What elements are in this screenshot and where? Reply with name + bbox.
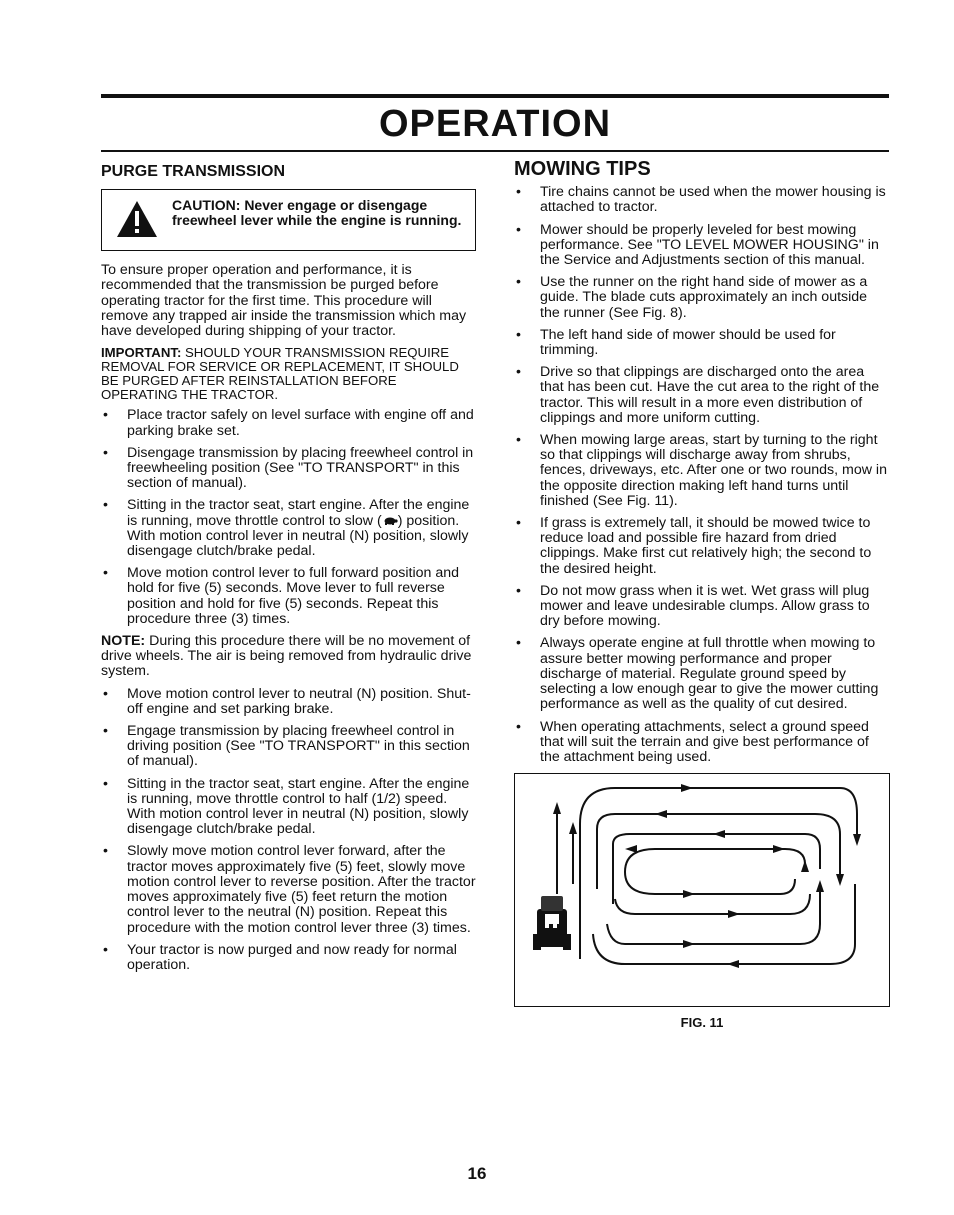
figure-11-box [514,773,890,1007]
tractor-icon [533,896,571,950]
right-column [514,160,890,1030]
list-item: • Engage transmission by placing freewheel control in driving position (See "TO TRANSPORT" in this section of manual). [101,724,476,770]
left-column [101,160,476,980]
mowing-tips-heading: MOWING TIPS [514,158,651,180]
note-text: During this procedure there will be no movement of drive wheels. The air is being removed from hydraulic drive system. [101,633,472,680]
mowing-tips-list [514,185,890,765]
important-text: SHOULD YOUR TRANSMISSION REQUIRE REMOVAL FOR SERVICE OR REPLACEMENT, IT SHOULD BE PURGED AFTER REINSTALLATION BEFORE OPERATING THE TRACTOR. [101,345,459,402]
list-item: • Sitting in the tractor seat, start engine. After the engine is running, move throttle control to half (1/2) speed. With motion control lever in neutral (N) position, slowly disengage clutch/brake pedal. [101,777,476,838]
list-item: • Slowly move motion control lever forward, after the tractor moves approximately five (5) feet, slowly move motion control lever to reverse position. After the tractor moves approximately five (5) feet return the motion control lever to the neutral (N) position. Repeat this procedure with the motion control lever three (3) times. [101,844,476,935]
list-item: • Mower should be properly leveled for best mowing performance. See "TO LEVEL MOWER HOUSING" in the Service and Adjustments section of this manual. [514,223,890,269]
list-item: • When mowing large areas, start by turning to the right so that clippings will discharge away from shrubs, fences, driveways, etc. After one or two rounds, mow in the opposite direction making left hand turns until finished (See Fig. 11). [514,433,890,509]
important-label: IMPORTANT: [101,345,182,361]
note-label: NOTE: [101,633,146,650]
list-item: • Always operate engine at full throttle when mowing to assure better mowing performance and proper discharge of material. Regulate ground speed by selecting a low enough gear to give the mower cutting performance as well as the quality of cut desired. [514,636,890,712]
step-text: Sitting in the tractor seat, start engine. After the engine is running, move throttle control to slow ( [127,497,470,529]
purge-intro: To ensure proper operation and performance, it is recommended that the transmission be purged before operating tractor for the first time. This procedure will remove any trapped air inside the transmission which may have developed during shipping of your tractor. [101,262,467,340]
drive-note [101,634,476,680]
caution-text: CAUTION: Never engage or disengage freewheel lever while the engine is running. [172,197,462,229]
list-item: • Place tractor safely on level surface with engine off and parking brake set. [101,408,476,438]
step-text-continued: ) position. With motion control lever in neutral (N) position, slowly disengage clutch/brake pedal. [127,512,469,560]
list-item: • When operating attachments, select a ground speed that will suit the terrain and give best performance of the attachment being used. [514,720,890,766]
purge-steps-1 [101,408,476,627]
mowing-pattern-diagram [515,774,887,1004]
list-item [101,498,476,559]
list-item: • The left hand side of mower should be used for trimming. [514,328,890,358]
purge-steps-2 [101,687,476,973]
caution-box [101,189,476,251]
list-item: • Use the runner on the right hand side of mower as a guide. The blade cuts approximately an inch outside the runner (See Fig. 8). [514,275,890,321]
page-number: 16 [467,1164,487,1183]
turtle-icon [382,516,398,525]
list-item: • Move motion control lever to neutral (N) position. Shut-off engine and set parking brake. [101,687,476,717]
top-rule [101,94,889,98]
page-title: OPERATION [378,103,612,145]
list-item: • Tire chains cannot be used when the mower housing is attached to tractor. [514,185,890,215]
title-rule [101,150,889,152]
list-item: • Move motion control lever to full forward position and hold for five (5) seconds. Move lever to full reverse position and hold for five (5) seconds. Repeat this procedure three (3) times. [101,566,476,627]
warning-triangle-icon [116,200,158,238]
list-item: • Drive so that clippings are discharged onto the area that has been cut. Have the cut area to the right of the tractor. This will result in a more even distribution of clippings and more uniform cutting. [514,365,890,426]
figure-caption: FIG. 11 [680,1015,724,1031]
important-note [101,346,476,401]
list-item: • Disengage transmission by placing freewheel control in freewheeling position (See "TO TRANSPORT" in this section of manual). [101,446,476,492]
list-item: • Do not mow grass when it is wet. Wet grass will plug mower and leave undesirable clumps. Allow grass to dry before mowing. [514,584,890,630]
list-item: • Your tractor is now purged and now ready for normal operation. [101,943,476,973]
purge-heading: PURGE TRANSMISSION [101,163,286,180]
list-item: • If grass is extremely tall, it should be mowed twice to reduce load and possible fire hazard from dried clippings. Make first cut relatively high; the second to the desired height. [514,516,890,577]
